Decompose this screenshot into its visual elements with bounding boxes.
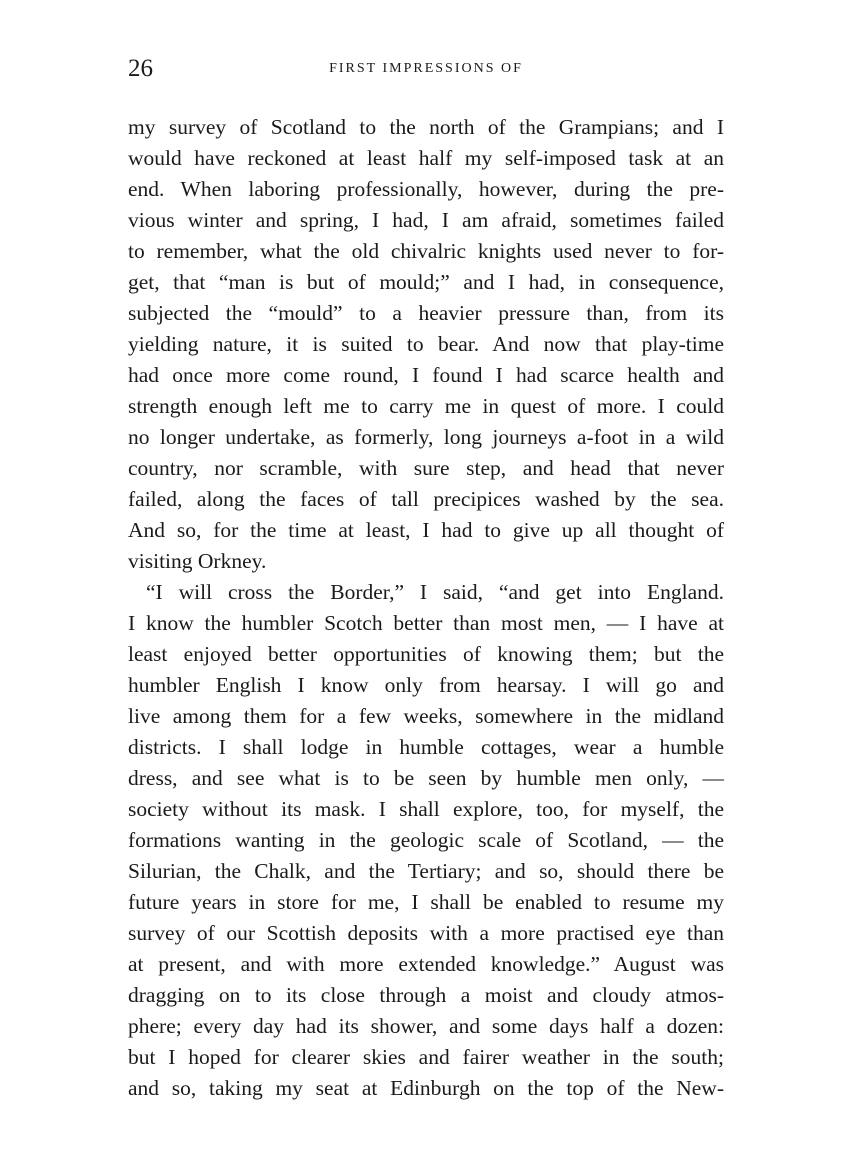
text-line: society without its mask. I shall explore, too, for myself, the: [128, 797, 724, 821]
text-line: strength enough left me to carry me in quest of more. I could: [128, 394, 724, 418]
text-line: humbler English I know only from hearsay. I will go and: [128, 673, 724, 697]
text-line: but I hoped for clearer skies and fairer weather in the south;: [128, 1045, 724, 1069]
page-number: 26: [128, 55, 153, 82]
text-line: Silurian, the Chalk, and the Tertiary; and so, should there be: [128, 859, 724, 883]
text-line: dragging on to its close through a moist and cloudy atmos-: [128, 983, 724, 1007]
text-line: phere; every day had its shower, and some days half a dozen:: [128, 1014, 724, 1038]
body-text: [128, 112, 724, 1104]
text-line: survey of our Scottish deposits with a more practised eye than: [128, 921, 724, 945]
text-line: yielding nature, it is suited to bear. And now that play-time: [128, 332, 724, 356]
paragraph-last-line: visiting Orkney.: [128, 549, 267, 573]
text-line: vious winter and spring, I had, I am afraid, sometimes failed: [128, 208, 724, 232]
text-line: no longer undertake, as formerly, long journeys a-foot in a wild: [128, 425, 724, 449]
text-line: live among them for a few weeks, somewhere in the midland: [128, 704, 724, 728]
running-head: [128, 54, 724, 84]
text-line: at present, and with more extended knowledge.” August was: [128, 952, 724, 976]
text-line: my survey of Scotland to the north of the Grampians; and I: [128, 115, 724, 139]
text-line: failed, along the faces of tall precipices washed by the sea.: [128, 487, 724, 511]
text-line: least enjoyed better opportunities of knowing them; but the: [128, 642, 724, 666]
text-line: get, that “man is but of mould;” and I had, in consequence,: [128, 270, 724, 294]
text-line: districts. I shall lodge in humble cottages, wear a humble: [128, 735, 724, 759]
text-line: country, nor scramble, with sure step, and head that never: [128, 456, 724, 480]
text-line: dress, and see what is to be seen by humble men only, —: [128, 766, 724, 790]
text-line: formations wanting in the geologic scale of Scotland, — the: [128, 828, 724, 852]
running-title: FIRST IMPRESSIONS OF: [329, 61, 523, 76]
text-line: future years in store for me, I shall be enabled to resume my: [128, 890, 724, 914]
text-line: I know the humbler Scotch better than most men, — I have at: [128, 611, 724, 635]
text-line: would have reckoned at least half my self-imposed task at an: [128, 146, 724, 170]
paragraph-first-line: “I will cross the Border,” I said, “and get into England.: [146, 580, 724, 604]
text-line: And so, for the time at least, I had to give up all thought of: [128, 518, 724, 542]
text-line: had once more come round, I found I had scarce health and: [128, 363, 724, 387]
text-line: end. When laboring professionally, however, during the pre-: [128, 177, 724, 201]
text-line: subjected the “mould” to a heavier pressure than, from its: [128, 301, 724, 325]
text-line: and so, taking my seat at Edinburgh on the top of the New-: [128, 1076, 724, 1100]
text-line: to remember, what the old chivalric knights used never to for-: [128, 239, 724, 263]
